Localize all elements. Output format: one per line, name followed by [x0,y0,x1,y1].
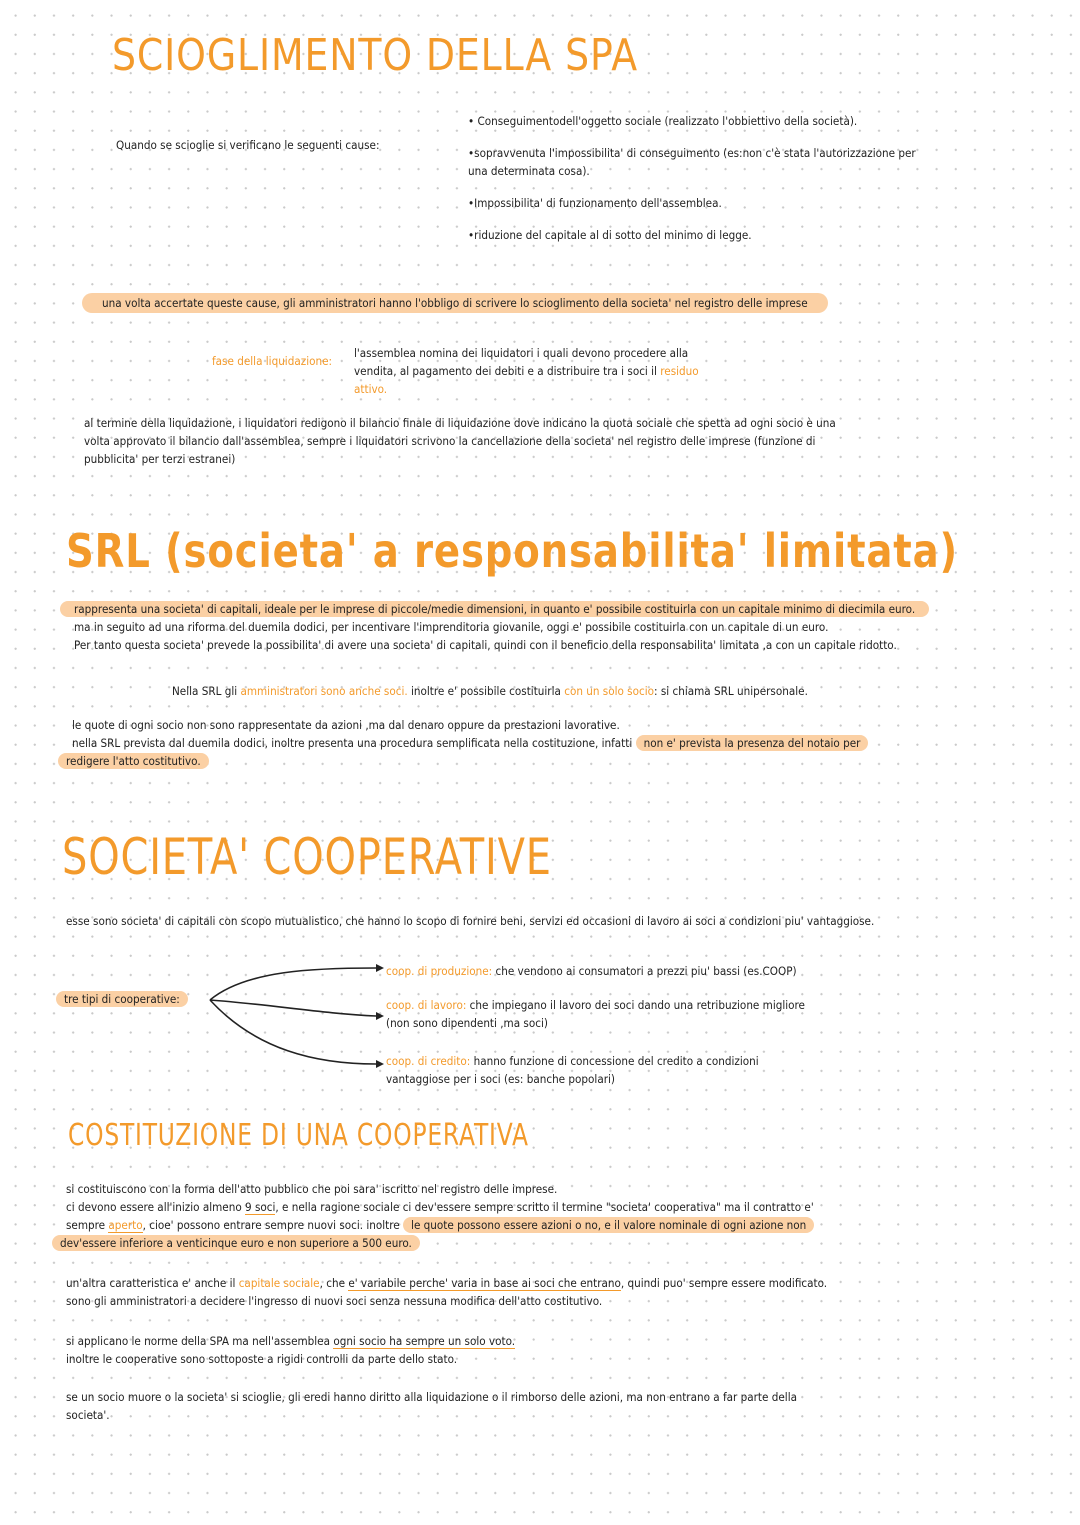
cost-p2-variabile: e' variabile perche' varia in base ai soci che entrano [348,1276,621,1290]
cause-item: •riduzione del capitale al di sotto del minimo di legge. [468,228,752,242]
coop-type-name: coop. di lavoro: [386,998,467,1012]
srl-p2-amministratori: amministratori sono anche soci. [240,684,408,698]
costituzione-paragraph-2 [66,1274,906,1310]
coop-type-desc: hanno funzione di concessione del credito a condizioni vantaggiose per i soci (es: banche popolari) [386,1054,759,1086]
cost-p3-a: si applicano le norme della SPA ma nell'assemblea [66,1334,330,1348]
coop-type-production [386,962,826,980]
coop-type-desc: che impiegano il lavoro dei soci dando una retribuzione migliore (non sono dipendenti ,ma soci) [386,998,805,1030]
srl-p3-a: le quote di ogni socio non sono rappresentate da azioni ,ma dal denaro oppure da prestazioni lavorative. [72,718,620,732]
srl-paragraph-3 [58,716,898,770]
cost-p1-soci: 9 soci [245,1200,276,1214]
coop-type-name: coop. di credito: [386,1054,471,1068]
cost-p3-c: inoltre le cooperative sono sottoposte a rigidi controlli da parte dello stato. [66,1352,458,1366]
phase-text-body: l'assemblea nomina dei liquidatori i quali devono procedere alla vendita, al pagamento dei debiti e a distribuire tra i soci il [354,346,689,378]
section-title-cooperative: SOCIETA' COOPERATIVE [62,828,552,886]
arrow-production [210,968,376,1000]
cost-p1-aperto: aperto [108,1218,143,1232]
costituzione-paragraph-4: se un socio muore o la societa' si scioglie, gli eredi hanno diritto alla liquidazione o il rimborso delle azioni, ma non entrano a far parte della societa'. [66,1390,797,1422]
cause-item: •Impossibilita' di funzionamento dell'assemblea. [468,196,722,210]
cost-p1-highlight: le quote possono essere azioni o no, e il valore nominale di ogni azione non dev'essere inferiore a venticinque euro e non superiore a 500 euro. [52,1217,814,1251]
liquidation-final-text: al termine della liquidazione, i liquidatori redigono il bilancio finale di liquidazione dove indicano la quota sociale che spetta ad ogni socio è una volta approvato il bilancio dall'assemblea, sempre i liquidatori scrivono la cancellazione della societa' nel registro delle imprese (funzione di pubblicita' per terzi estranei) [84,416,836,466]
srl-notaio-highlight: non e' prevista la presenza del notaio per redigere l'atto costitutivo. [58,735,868,769]
cause-item: •sopravvenuta l'impossibilita' di conseguimento (es:non c'è stata l'autorizzazione per una determinata cosa). [468,146,916,178]
srl-p2-e: : si chiama SRL unipersonale. [654,684,808,698]
arrow-work [210,1000,376,1016]
section-title-scioglimento: SCIOGLIMENTO DELLA SPA [112,30,638,81]
srl-p2-c: inoltre e' possibile costituirla [411,684,561,698]
coop-type-work [386,996,816,1032]
causes-list [468,112,938,244]
arrow-credit [210,1000,376,1064]
cost-p1-d: , e nella ragione sociale ci dev'essere sempre scritto il termine "societa' cooperativa" ma il contratto e' [275,1200,814,1214]
srl-p2-solo-socio: con un solo socio [564,684,655,698]
highlight-text: una volta accertate queste cause, gli amministratori hanno l'obbligo di scrivere lo scioglimento della societa' nel registro delle imprese [82,293,828,313]
section-title-srl: SRL (societa' a responsabilita' limitata) [66,524,959,578]
cause-item: • Conseguimentodell'oggetto sociale (realizzato l'obbiettivo della società). [468,114,858,128]
cost-p3-voto: ogni socio ha sempre un solo voto. [333,1334,516,1348]
cost-p2-a: un'altra caratteristica e' anche il [66,1276,236,1290]
srl-highlight: rappresenta una societa' di capitali, ideale per le imprese di piccole/medie dimensioni, in quanto e' possibile costituirla con un capitale minimo di diecimila euro. [60,601,929,617]
coop-types-label-text: tre tipi di cooperative: [56,991,188,1007]
coop-type-desc: che vendono ai consumatori a prezzi piu' bassi (es.COOP) [495,964,797,978]
srl-paragraph-2 [172,682,972,700]
phase-text-residuo: residuo attivo. [354,364,699,396]
scioglimento-highlight [82,294,862,312]
srl-p3-b: nella SRL prevista dal duemila dodici, inoltre presenta una procedura semplificata nella costituzione, infatti [72,736,633,750]
costituzione-paragraph-3 [66,1332,906,1368]
section-title-costituzione: COSTITUZIONE DI UNA COOPERATIVA [68,1118,529,1153]
phase-label: fase della liquidazione: [212,354,333,368]
causes-intro: Quando se scioglie si verificano le seguenti cause: [116,138,380,152]
cost-p2-f: sono gli amministratori a decidere l'ingresso di nuovi soci senza nessuna modifica dell'atto costitutivo. [66,1294,603,1308]
cost-p2-c: , che [319,1276,345,1290]
srl-benefit: Per tanto questa societa' prevede la possibilita' di avere una societa' di capitali, quindi con il beneficio della responsabilita' limitata ,a con un capitale ridotto. [74,638,897,652]
srl-reform: ma in seguito ad una riforma del duemila dodici, per incentivare l'imprenditoria giovanile, oggi e' possibile costituirla con un capitale di un euro. [74,620,829,634]
cost-p1-a: si costituiscono con la forma dell'atto pubblico che poi sara' iscritto nel registro delle imprese. [66,1182,558,1196]
cost-p1-g: , cioe' possono entrare sempre nuovi soci. inoltre [142,1218,400,1232]
cost-p1-b: ci devono essere all'inizio almeno [66,1200,242,1214]
srl-p2-a: Nella SRL gli [172,684,238,698]
cost-p2-capitale: capitale sociale [238,1276,320,1290]
coop-type-name: coop. di produzione: [386,964,493,978]
srl-paragraph-1 [60,600,960,654]
cost-p2-e: , quindi puo' sempre essere modificato. [620,1276,828,1290]
cooperative-intro: esse sono societa' di capitali con scopo mutualistico, che hanno lo scopo di fornire beni, servizi ed occasioni di lavoro ai soci a condizioni piu' vantaggiose. [66,914,875,928]
coop-types-label [56,990,188,1008]
costituzione-paragraph-1 [52,1180,852,1252]
coop-types-arrows [206,960,386,1080]
cost-p1-e: sempre [66,1218,106,1232]
coop-type-credit [386,1052,776,1088]
phase-text [354,344,699,398]
